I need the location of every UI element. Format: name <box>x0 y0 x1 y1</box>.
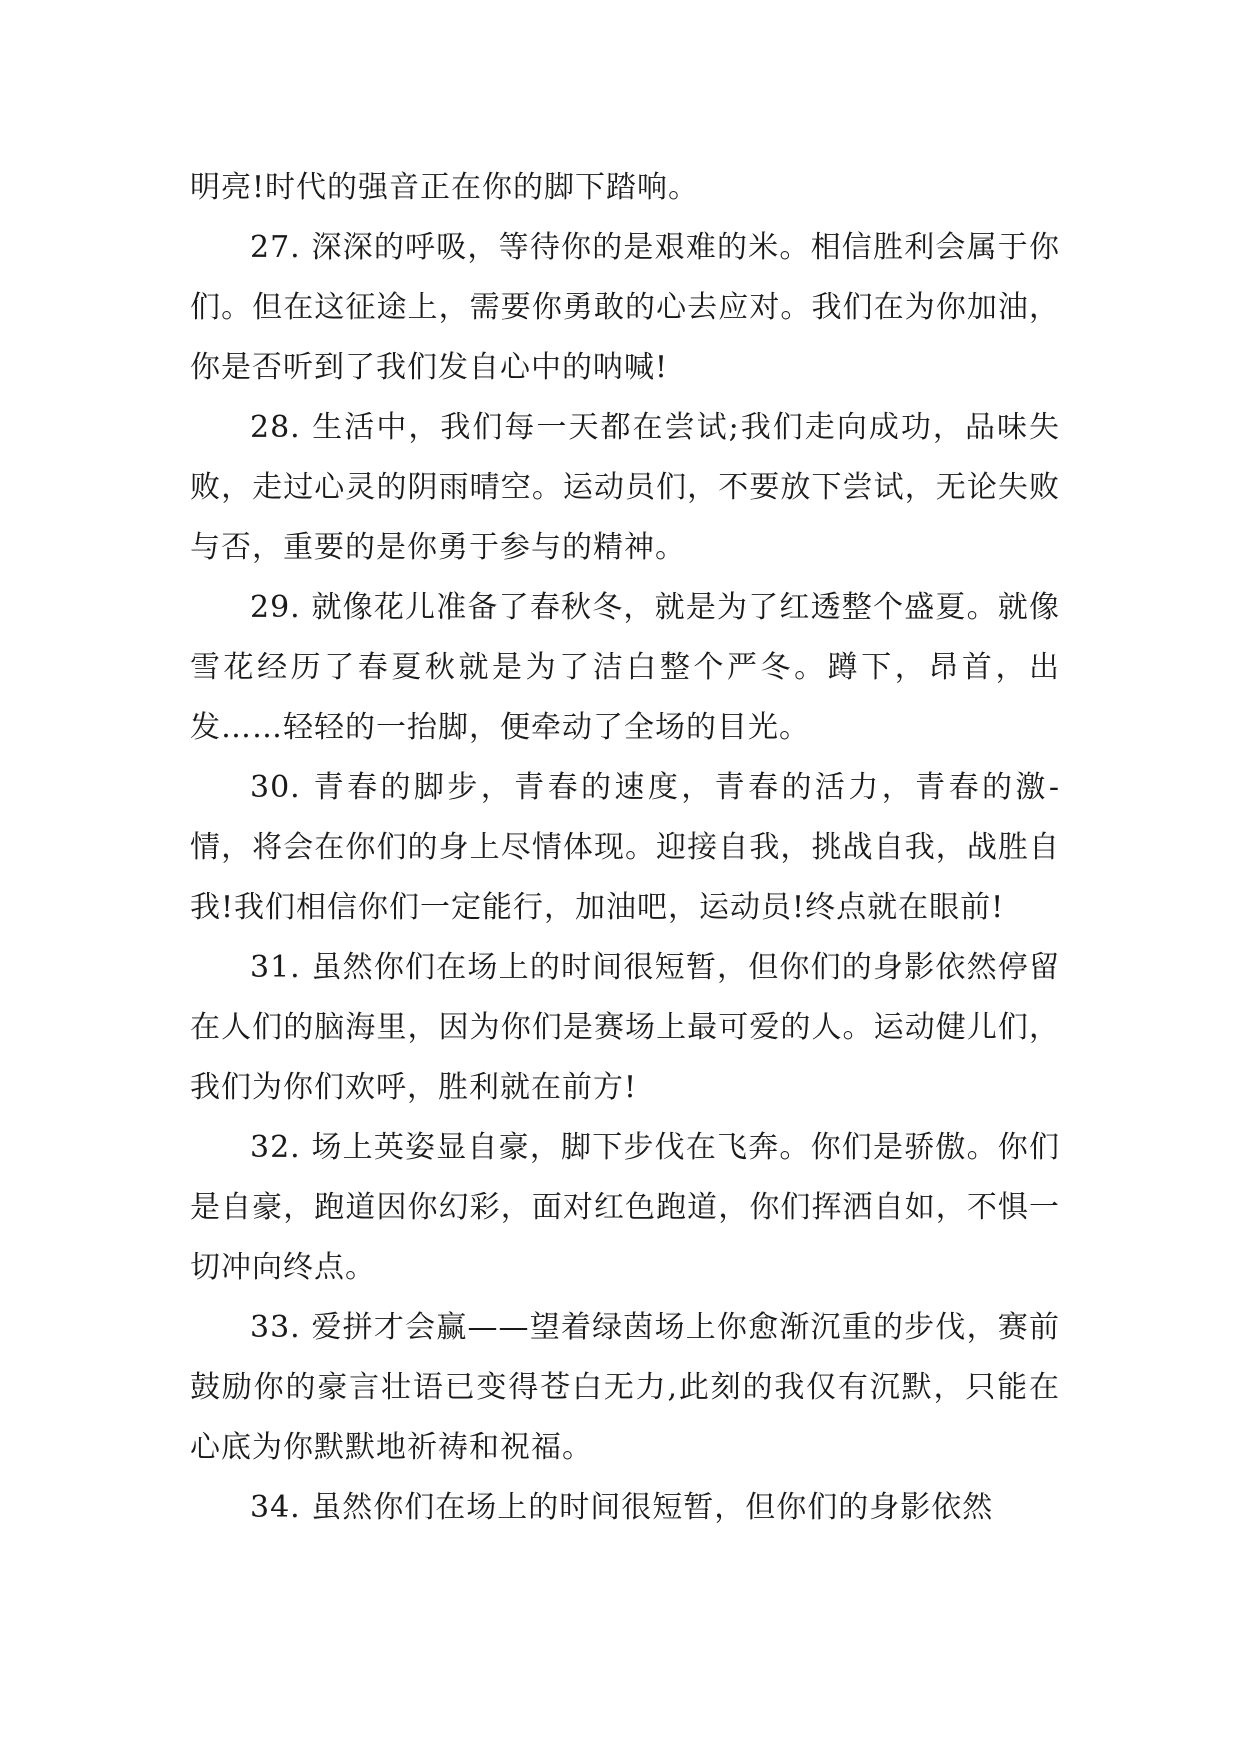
paragraph-32: 32. 场上英姿显自豪，脚下步伐在飞奔。你们是骄傲。你们是自豪，跑道因你幻彩，面对红色跑道，你们挥洒自如，不惧一切冲向终点。 <box>190 1130 1060 1285</box>
paragraph-29: 29. 就像花儿准备了春秋冬，就是为了红透整个盛夏。就像雪花经历了春夏秋就是为了洁白整个严冬。蹲下，昂首，出发……轻轻的一抬脚，便牵动了全场的目光。 <box>190 590 1060 745</box>
paragraph-34: 34. 虽然你们在场上的时间很短暂，但你们的身影依然 <box>250 1490 994 1525</box>
paragraph-30: 30. 青春的脚步，青春的速度，青春的活力，青春的激-情，将会在你们的身上尽情体现。迎接自我，挑战自我，战胜自我!我们相信你们一定能行，加油吧，运动员!终点就在眼前! <box>190 770 1060 925</box>
paragraph-31: 31. 虽然你们在场上的时间很短暂，但你们的身影依然停留在人们的脑海里，因为你们是赛场上最可爱的人。运动健儿们，我们为你们欢呼，胜利就在前方! <box>190 950 1060 1105</box>
paragraph-27: 27. 深深的呼吸，等待你的是艰难的米。相信胜利会属于你们。但在这征途上，需要你勇敢的心去应对。我们在为你加油，你是否听到了我们发自心中的呐喊! <box>190 230 1060 385</box>
paragraph-26-continuation: 明亮!时代的强音正在你的脚下踏响。 <box>190 170 700 205</box>
paragraph-28: 28. 生活中，我们每一天都在尝试;我们走向成功，品味失败，走过心灵的阴雨晴空。运动员们，不要放下尝试，无论失败与否，重要的是你勇于参与的精神。 <box>190 410 1060 565</box>
paragraph-33: 33. 爱拼才会赢——望着绿茵场上你愈渐沉重的步伐，赛前鼓励你的豪言壮语已变得苍白无力,此刻的我仅有沉默，只能在心底为你默默地祈祷和祝福。 <box>190 1310 1060 1465</box>
document-body <box>190 158 1060 1538</box>
